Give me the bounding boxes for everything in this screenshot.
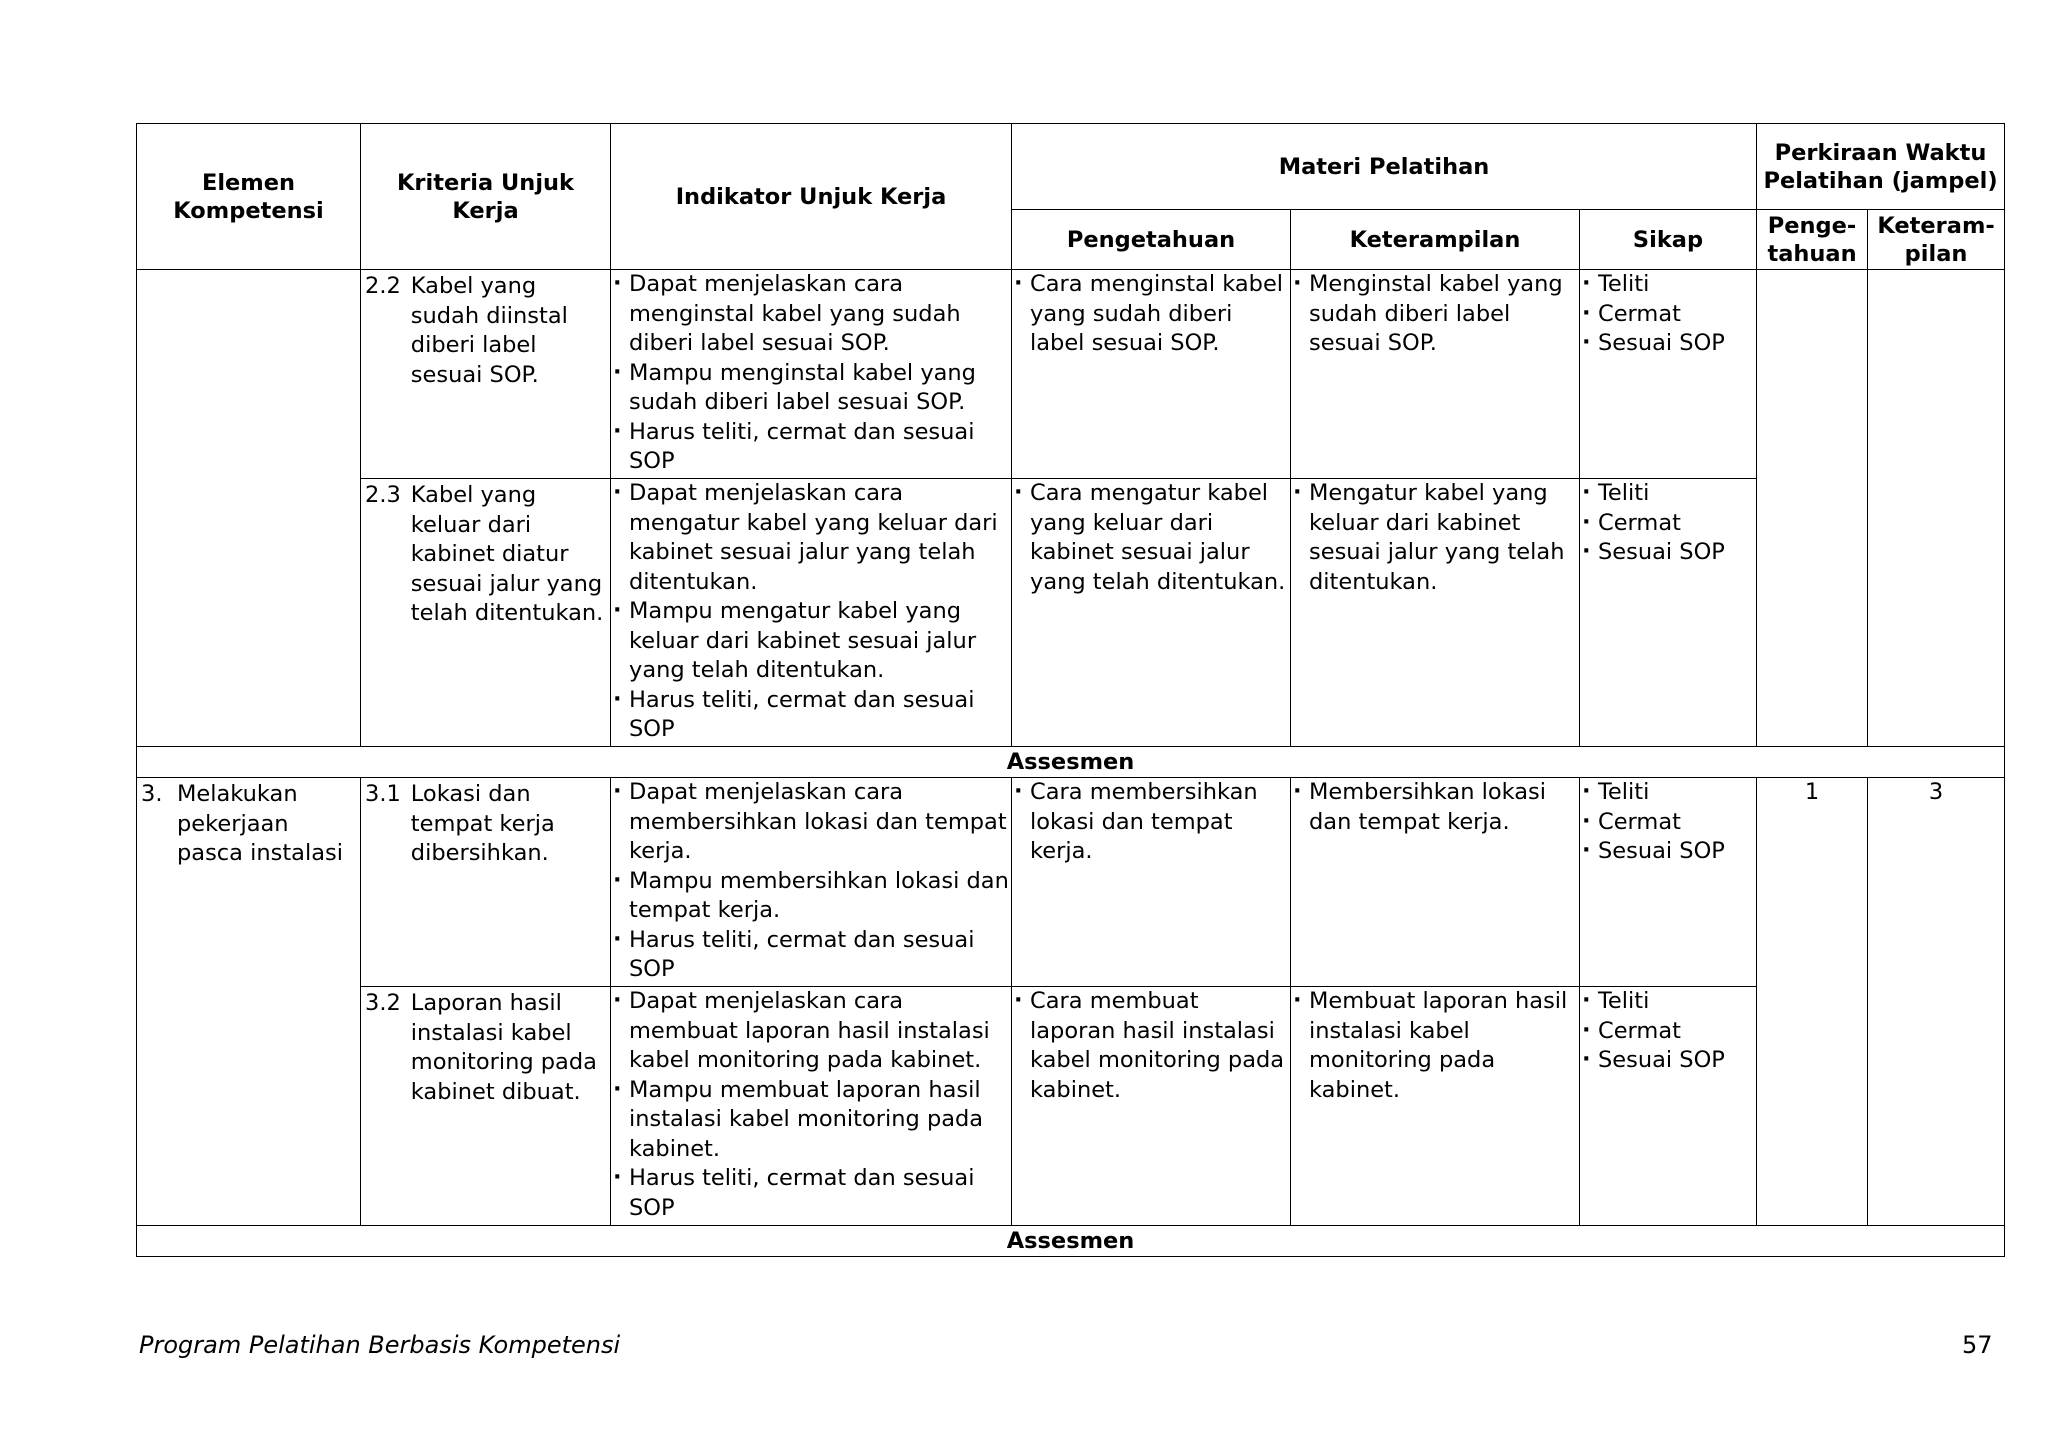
keterampilan-cell [1291,778,1580,987]
keterampilan-cell [1291,479,1580,747]
list-item: · Mampu membuat laporan hasil instalasi kabel monitoring pada kabinet. [611,1076,1011,1165]
sikap-cell [1580,270,1757,479]
indikator-cell [611,987,1012,1226]
list-item: · Mengatur kabel yang keluar dari kabinet sesuai jalur yang telah ditentukan. [1291,479,1579,597]
table-row [137,987,2005,1226]
list-item: · Dapat menjelaskan cara mengatur kabel yang keluar dari kabinet sesuai jalur yang telah ditentukan. [611,479,1011,597]
elemen-cell [137,778,361,1226]
list-item: · Membersihkan lokasi dan tempat kerja. [1291,778,1579,837]
assesmen-row [137,1226,2005,1257]
list-item: · Cermat [1580,509,1756,539]
kriteria-cell [361,479,611,747]
header-pengetahuan: Pengetahuan [1012,210,1291,270]
pengetahuan-cell [1012,778,1291,987]
kriteria-text: Kabel yang sudah diinstal diberi label sesuai SOP. [410,273,568,388]
indikator-cell [611,479,1012,747]
list-item: · Dapat menjelaskan cara menginstal kabel yang sudah diberi label sesuai SOP. [611,270,1011,359]
list-item: · Cermat [1580,300,1756,330]
footer-title: Program Pelatihan Berbasis Kompetensi [139,1331,621,1359]
header-indikator: Indikator Unjuk Kerja [611,124,1012,270]
list-item: · Cara membuat laporan hasil instalasi kabel monitoring pada kabinet. [1012,987,1290,1105]
training-program-table [136,123,2005,1257]
jampel-pengetahuan-cell-empty [1757,270,1868,747]
keterampilan-cell [1291,987,1580,1226]
assesmen-label: Assesmen [137,747,2005,778]
list-item: · Dapat menjelaskan cara membuat laporan hasil instalasi kabel monitoring pada kabinet. [611,987,1011,1076]
page-number: 57 [1962,1331,1993,1359]
list-item: · Mampu menginstal kabel yang sudah diberi label sesuai SOP. [611,359,1011,418]
list-item: · Teliti [1580,778,1756,808]
list-item: · Mampu mengatur kabel yang keluar dari kabinet sesuai jalur yang telah ditentukan. [611,597,1011,686]
kriteria-text: Laporan hasil instalasi kabel monitoring pada kabinet dibuat. [410,990,597,1105]
list-item: · Teliti [1580,987,1756,1017]
table-row [137,778,2005,987]
kriteria-number: 2.2 [365,273,401,299]
list-item: · Teliti [1580,479,1756,509]
sikap-cell [1580,479,1757,747]
header-elemen: Elemen Kompetensi [137,124,361,270]
kriteria-cell [361,987,611,1226]
list-item: · Sesuai SOP [1580,329,1756,359]
pengetahuan-cell [1012,987,1291,1226]
keterampilan-cell [1291,270,1580,479]
kriteria-cell [361,778,611,987]
list-item: · Cara mengatur kabel yang keluar dari kabinet sesuai jalur yang telah ditentukan. [1012,479,1290,597]
header-jampel-pengetahuan: Penge-tahuan [1757,210,1868,270]
list-item: · Cara menginstal kabel yang sudah diberi label sesuai SOP. [1012,270,1290,359]
elemen-number: 3. [141,781,163,807]
list-item: · Dapat menjelaskan cara membersihkan lokasi dan tempat kerja. [611,778,1011,867]
kriteria-number: 3.1 [365,781,401,807]
kriteria-number: 2.3 [365,482,401,508]
list-item: · Sesuai SOP [1580,1046,1756,1076]
assesmen-label: Assesmen [137,1226,2005,1257]
indikator-cell [611,778,1012,987]
list-item: · Cermat [1580,1017,1756,1047]
elemen-text: Melakukan pekerjaan pasca instalasi [177,781,343,866]
assesmen-row [137,747,2005,778]
list-item: · Harus teliti, cermat dan sesuai SOP [611,926,1011,985]
list-item: · Menginstal kabel yang sudah diberi label sesuai SOP. [1291,270,1579,359]
list-item: · Teliti [1580,270,1756,300]
indikator-cell [611,270,1012,479]
list-item: · Sesuai SOP [1580,538,1756,568]
header-materi: Materi Pelatihan [1012,124,1757,210]
kriteria-text: Kabel yang keluar dari kabinet diatur sesuai jalur yang telah ditentukan. [410,482,604,626]
list-item: · Cara membersihkan lokasi dan tempat kerja. [1012,778,1290,867]
table-row [137,479,2005,747]
sikap-cell [1580,778,1757,987]
list-item: · Sesuai SOP [1580,837,1756,867]
header-sikap: Sikap [1580,210,1757,270]
list-item: · Mampu membersihkan lokasi dan tempat kerja. [611,867,1011,926]
list-item: · Cermat [1580,808,1756,838]
list-item: · Harus teliti, cermat dan sesuai SOP [611,418,1011,477]
list-item: · Harus teliti, cermat dan sesuai SOP [611,686,1011,745]
header-kriteria: Kriteria Unjuk Kerja [361,124,611,270]
list-item: · Harus teliti, cermat dan sesuai SOP [611,1164,1011,1223]
elemen-cell-empty [137,270,361,747]
jampel-pengetahuan-value: 1 [1757,778,1868,1226]
header-keterampilan: Keterampilan [1291,210,1580,270]
list-item: · Membuat laporan hasil instalasi kabel monitoring pada kabinet. [1291,987,1579,1105]
kriteria-cell [361,270,611,479]
jampel-keterampilan-value: 3 [1868,778,2005,1226]
header-perkiraan: Perkiraan Waktu Pelatihan (jampel) [1757,124,2005,210]
kriteria-number: 3.2 [365,990,401,1016]
header-jampel-keterampilan: Keteram-pilan [1868,210,2005,270]
table-row [137,270,2005,479]
kriteria-text: Lokasi dan tempat kerja dibersihkan. [410,781,555,866]
pengetahuan-cell [1012,479,1291,747]
sikap-cell [1580,987,1757,1226]
pengetahuan-cell [1012,270,1291,479]
jampel-keterampilan-cell-empty [1868,270,2005,747]
